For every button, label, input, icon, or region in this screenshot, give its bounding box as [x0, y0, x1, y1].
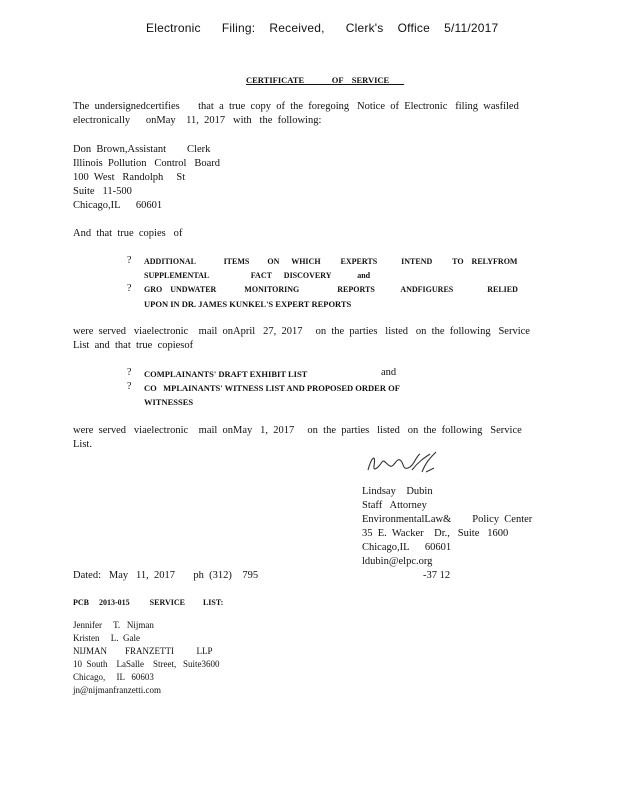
served2-line-2: List.: [73, 439, 92, 450]
contact-line-2: Kristen L. Gale: [73, 633, 140, 643]
signature-image: [364, 448, 444, 480]
served2-line-1: were served viaelectronic mail onMay 1, 2017 on the parties listed on the following Service: [73, 425, 522, 436]
phone-tail: -37 12: [423, 570, 451, 581]
served1-line-1: were served viaelectronic mail onApril 27, 2017 on the parties listed on the following Service: [73, 326, 530, 337]
service-list-label: PCB 2013-015 SERVICE LIST:: [73, 598, 224, 607]
document-title: CERTIFICATE OF SERVICE: [246, 75, 405, 85]
list1-item2-line2: UPON IN DR. JAMES KUNKEL'S EXPERT REPORTS: [144, 299, 352, 309]
contact-line-3: NIJMAN FRANZETTI LLP: [73, 646, 213, 656]
clerk-street: 100 West Randolph St: [73, 172, 186, 183]
list2-item2-line2: WITNESSES: [144, 397, 194, 407]
bullet-icon: ?: [127, 283, 132, 294]
signer-org: EnvironmentalLaw& Policy Center: [362, 514, 533, 525]
served1-line-2: List and that true copiesof: [73, 340, 194, 351]
bullet-icon: ?: [127, 381, 132, 392]
list2-item2-line1: CO MPLAINANTS' WITNESS LIST AND PROPOSED ORDER OF: [144, 383, 400, 393]
signer-name: Lindsay Dubin: [362, 486, 433, 497]
list2-item1-and: and: [381, 367, 397, 378]
clerk-board: Illinois Pollution Control Board: [73, 158, 221, 169]
copies-intro: And that true copies of: [73, 228, 183, 239]
bullet-icon: ?: [127, 367, 132, 378]
dated-line: Dated: May 11, 2017 ph (312) 795: [73, 570, 259, 581]
intro-line-1: The undersignedcertifies that a true copy of the foregoing Notice of Electronic filing wasfiled: [73, 101, 519, 112]
contact-email: jn@nijmanfranzetti.com: [73, 685, 162, 695]
intro-line-2: electronically onMay 11, 2017 with the following:: [73, 115, 322, 126]
list1-item2-line1: GRO UNDWATER MONITORING REPORTS ANDFIGURES RELIED: [144, 285, 518, 294]
list2-item1: COMPLAINANTS' DRAFT EXHIBIT LIST: [144, 369, 308, 379]
bullet-icon: ?: [127, 255, 132, 266]
signer-email: ldubin@elpc.org: [362, 556, 433, 567]
clerk-suite: Suite 11-500: [73, 186, 132, 197]
contact-line-5: Chicago, IL 60603: [73, 672, 154, 682]
signer-city: Chicago,IL 60601: [362, 542, 452, 553]
list1-item1-line2: SUPPLEMENTAL FACT DISCOVERY and: [144, 271, 371, 280]
clerk-city: Chicago,IL 60601: [73, 200, 163, 211]
clerk-name: Don Brown,Assistant Clerk: [73, 144, 211, 155]
contact-line-4: 10 South LaSalle Street, Suite3600: [73, 659, 220, 669]
filing-header: Electronic Filing: Received, Clerk's Office 5/11/2017: [146, 21, 499, 35]
contact-line-1: Jennifer T. Nijman: [73, 620, 154, 630]
list1-item1-line1: ADDITIONAL ITEMS ON WHICH EXPERTS INTEND TO RELYFROM: [144, 257, 518, 266]
signer-title: Staff Attorney: [362, 500, 427, 511]
signer-address: 35 E. Wacker Dr., Suite 1600: [362, 528, 509, 539]
